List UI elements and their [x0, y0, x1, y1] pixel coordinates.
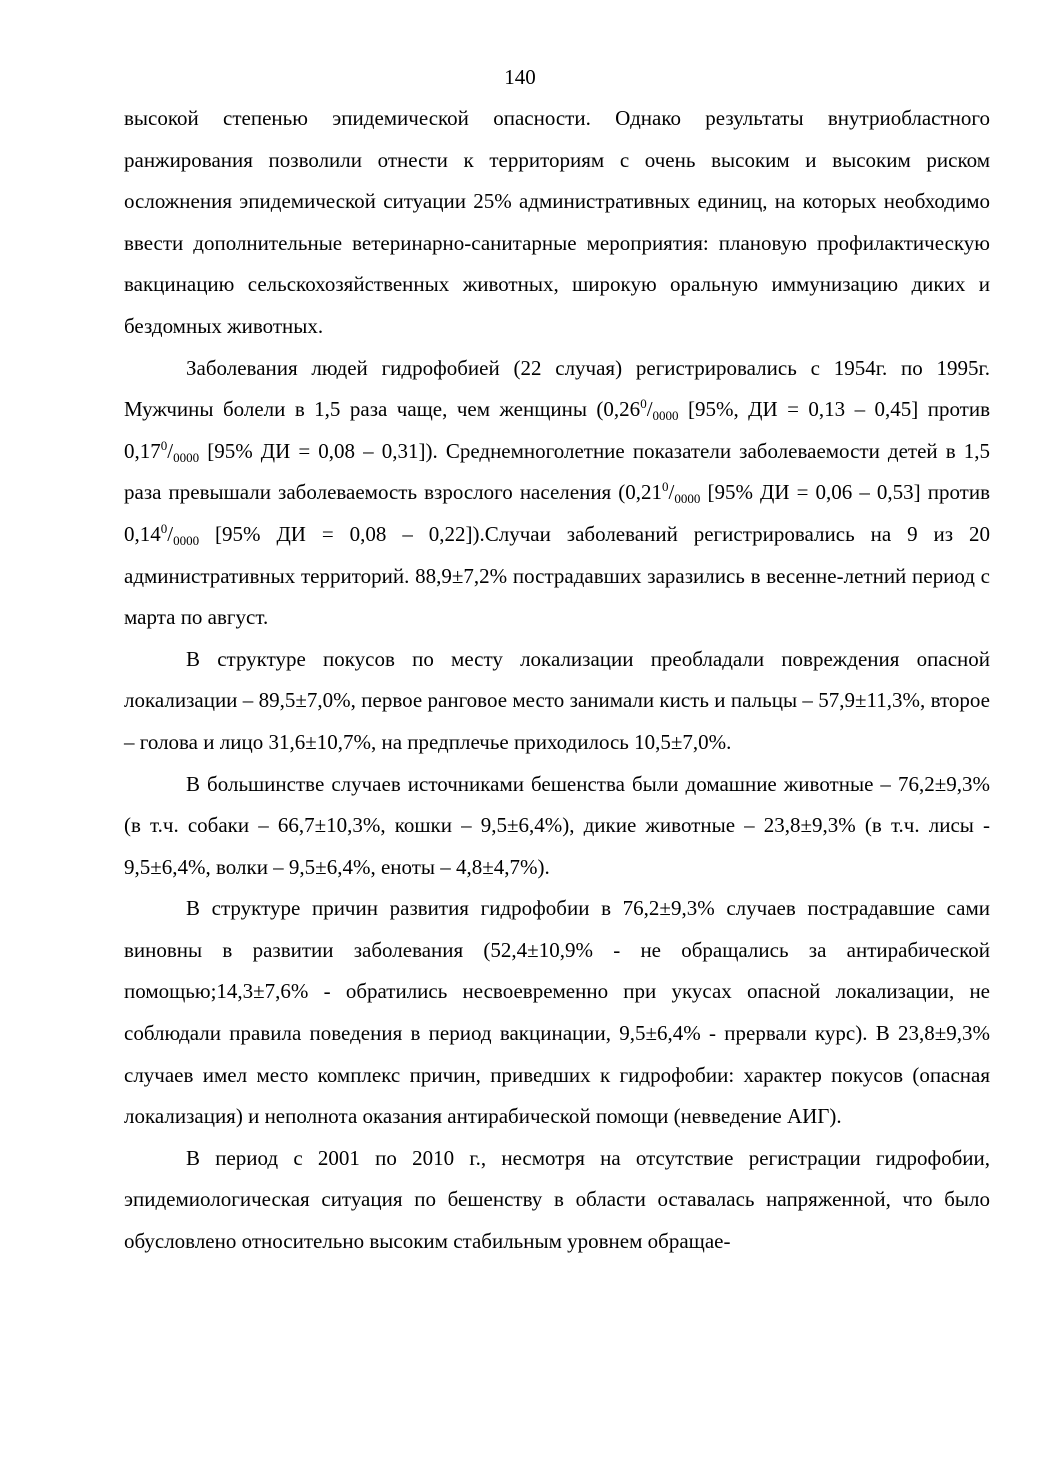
per-100000-unit: $^0/_{0000}$ [640, 396, 679, 424]
per-100000-unit: $^0/_{0000}$ [160, 437, 200, 465]
paragraph-3: В структуре покусов по месту локализации преобладали повреждения опасной локализации – 89,5±7,0%, первое ранговое место занимали кисть и пальцы – 57,9±11,3%, второе – голова и лицо 31,6±10,7%, на предплечье приходилось 10,5±7,0%. [124, 646, 990, 754]
paragraph-2-text-3: [95% ДИ = 0,08 – 0,31]). Среднемноголетние показатели заболеваемости детей в 1,5 раза превышали заболеваемость взрослого населения (0,21 [124, 438, 991, 505]
paragraph-1: высокой степенью эпидемической опасности. Однако результаты внутриобластного ранжирования позволили отнести к территориям с очень высоким и высоким риском осложнения эпидемической ситуации 25% административных единиц, на которых необходимо ввести дополнительные ветеринарно-санитарные мероприятия: плановую профилактическую вакцинацию сельскохозяйственных животных, широкую оральную иммунизацию диких и бездомных животных. [124, 106, 990, 338]
per-100000-unit: $^0/_{0000}$ [662, 479, 701, 507]
body-text [124, 98, 990, 1263]
paragraph-5: В структуре причин развития гидрофобии в 76,2±9,3% случаев пострадавшие сами виновны в развитии заболевания (52,4±10,9% - не обращались за антирабической помощью;14,3±7,6% - обратились несвоевременно при укусах опасной локализации, не соблюдали правила поведения в период вакцинации, 9,5±6,4% - прервали курс). В 23,8±9,3% случаев имел место комплекс причин, приведших к гидрофобии: характер покусов (опасная локализация) и неполнота оказания антирабической помощи (невведение АИГ). [124, 896, 990, 1129]
per-100000-unit: $^0/_{0000}$ [160, 520, 200, 548]
paragraph-2-text-5: [95% ДИ = 0,08 – 0,22]).Случаи заболеваний регистрировались на 9 из 20 административных территорий. 88,9±7,2% пострадавших заразились в весенне-летний период с марта по август. [124, 521, 990, 630]
paragraph-2-text-1: Заболевания людей гидрофобией (22 случая) регистрировались с 1954г. по 1995г. Мужчины болели в 1,5 раза чаще, чем женщины (0,26 [124, 355, 990, 422]
paragraph-2 [124, 348, 990, 639]
paragraph-6: В период с 2001 по 2010 г., несмотря на отсутствие регистрации гидрофобии, эпидемиологическая ситуация по бешенству в области оставалась напряженной, что было обусловлено относительно высоким стабильным уровнем обращае- [124, 1145, 990, 1254]
page-number: 140 [504, 65, 536, 89]
paragraph-4: В большинстве случаев источниками бешенства были домашние животные – 76,2±9,3% (в т.ч. собаки – 66,7±10,3%, кошки – 9,5±6,4%), дикие животные – 23,8±9,3% (в т.ч. лисы - 9,5±6,4%, волки – 9,5±6,4%, еноты – 4,8±4,7%). [124, 771, 990, 879]
paragraph-2-text-4: [95% ДИ = 0,06 – 0,53] против 0,14 [124, 480, 991, 546]
paragraph-2-text-2: [95%, ДИ = 0,13 – 0,45] против 0,17 [124, 397, 991, 463]
